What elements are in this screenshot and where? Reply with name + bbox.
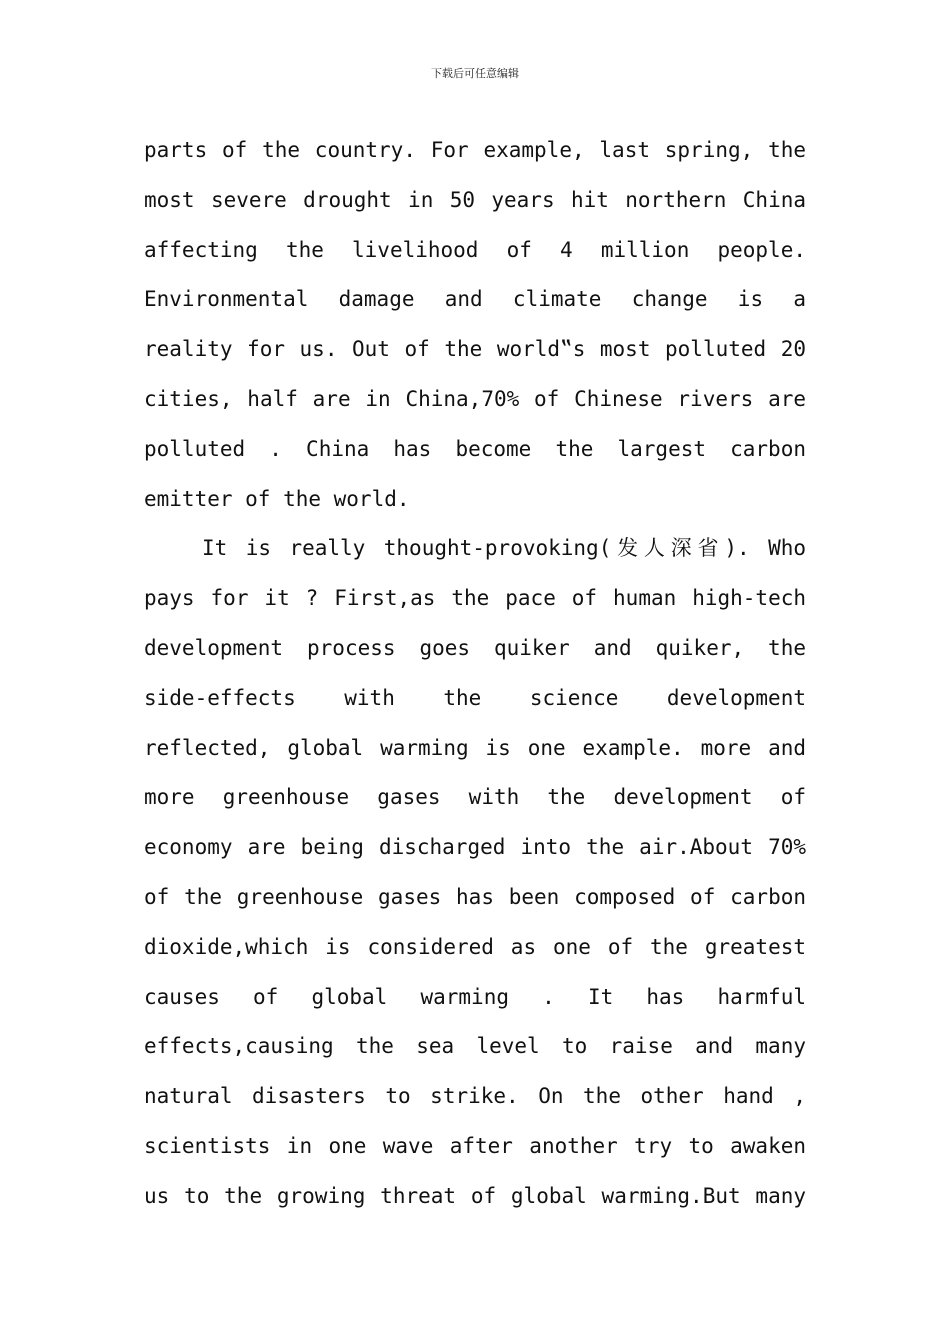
- document-body: [144, 126, 806, 1222]
- text-line: more greenhouse gases with the development of: [144, 785, 806, 810]
- text-line: most severe drought in 50 years hit northern China: [144, 187, 806, 212]
- text-line: reality for us. Out of the world‟s most polluted 20: [144, 337, 806, 362]
- text-line: scientists in one wave after another try to awaken: [144, 1133, 806, 1158]
- text-line: natural disasters to strike. On the other hand ,: [144, 1084, 806, 1109]
- text-line: side-effects with the science development: [144, 685, 806, 710]
- paragraph-end-line: emitter of the world.: [144, 486, 410, 511]
- text-line: Environmental damage and climate change is a: [144, 287, 806, 312]
- page-header-note: 下载后可任意编辑: [431, 67, 519, 80]
- text-line: causes of global warming . It has harmful: [144, 984, 806, 1009]
- text-line: effects,causing the sea level to raise and many: [144, 1034, 806, 1059]
- text-line: pays for it ? First,as the pace of human high-tech: [144, 586, 806, 611]
- text-line: parts of the country. For example, last spring, the: [144, 138, 806, 162]
- text-line: of the greenhouse gases has been composed of carbon: [144, 884, 806, 909]
- text-line: affecting the livelihood of 4 million people.: [144, 237, 806, 262]
- text-line: cities, half are in China,70% of Chinese rivers are: [144, 386, 806, 411]
- text-line: development process goes quiker and quiker, the: [144, 635, 806, 660]
- text-line: dioxide,which is considered as one of the greatest: [144, 934, 806, 959]
- text-line: reflected, global warming is one example. more and: [144, 735, 806, 760]
- text-line: economy are being discharged into the air.About 70%: [144, 835, 806, 860]
- paragraph-start-line: It is really thought-provoking(发人深省). Who: [202, 536, 806, 561]
- text-line: us to the growing threat of global warming.But many: [144, 1183, 806, 1208]
- text-line: polluted . China has become the largest carbon: [144, 436, 806, 461]
